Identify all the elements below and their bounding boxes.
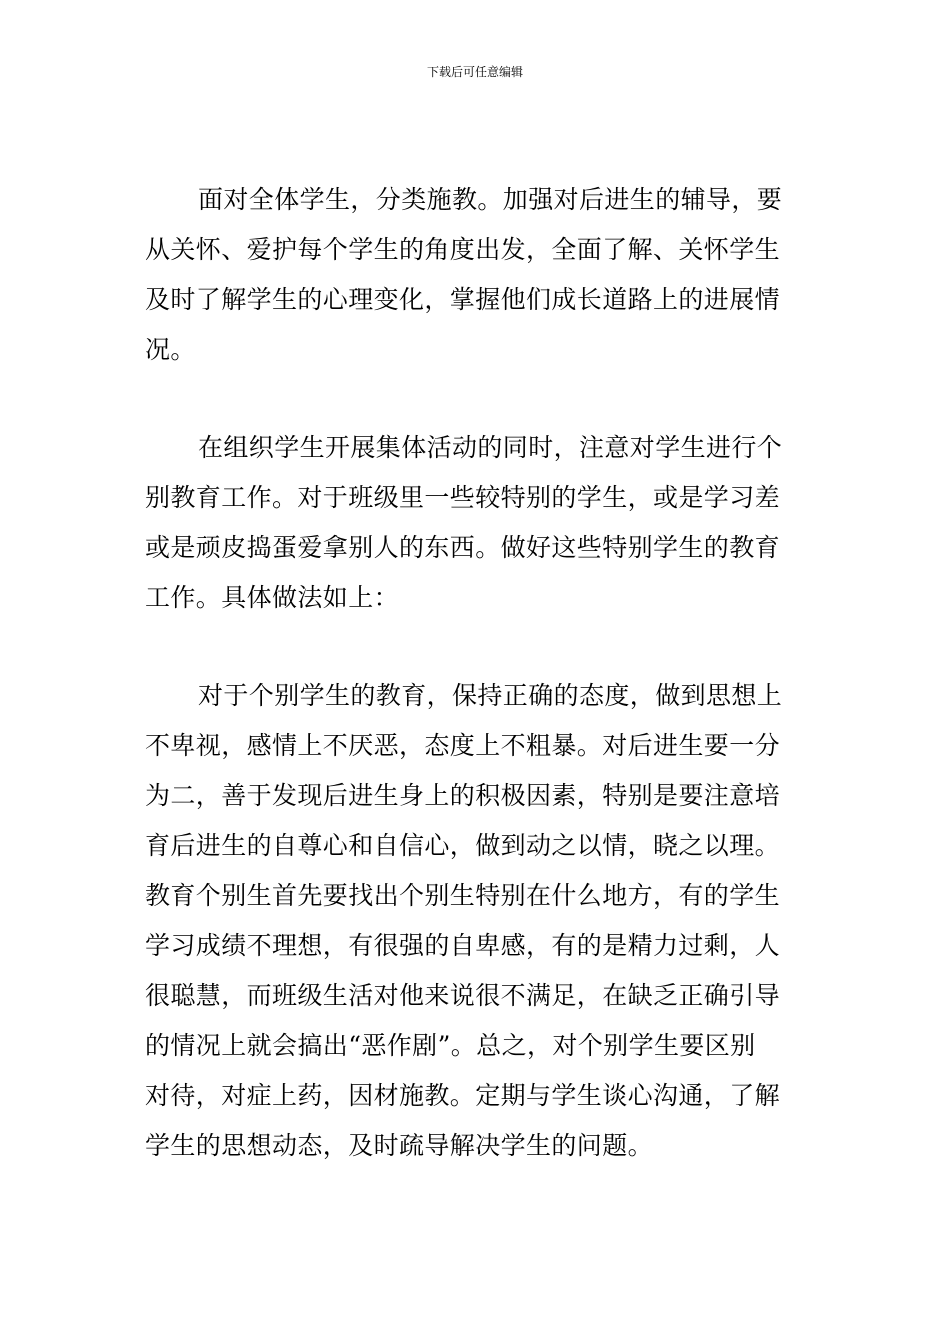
paragraph-3-line-9: 对待，对症上药，因材施教。定期与学生谈心沟通，了解 bbox=[145, 1081, 781, 1110]
paragraph-3-line-4: 育后进生的自尊心和自信心，做到动之以情，晓之以理。 bbox=[145, 831, 781, 860]
paragraph-3-line-2: 不卑视，感情上不厌恶，态度上不粗暴。对后进生要一分 bbox=[145, 731, 781, 760]
paragraph-2-line-1: 在组织学生开展集体活动的同时，注意对学生进行个 bbox=[198, 433, 783, 462]
paragraph-3-line-8: 的情况上就会搞出“恶作剧”。总之，对个别学生要区别 bbox=[145, 1031, 756, 1060]
paragraph-1-line-4: 况。 bbox=[145, 335, 196, 364]
paragraph-3-line-7: 很聪慧，而班级生活对他来说很不满足，在缺乏正确引导 bbox=[145, 981, 781, 1010]
paragraph-3-line-6: 学习成绩不理想，有很强的自卑感，有的是精力过剩，人 bbox=[145, 931, 781, 960]
paragraph-3-line-1: 对于个别学生的教育，保持正确的态度，做到思想上 bbox=[198, 681, 783, 710]
paragraph-3-line-3: 为二，善于发现后进生身上的积极因素，特别是要注意培 bbox=[145, 781, 781, 810]
paragraph-2-line-3: 或是顽皮捣蛋爱拿别人的东西。做好这些特别学生的教育 bbox=[145, 533, 781, 562]
paragraph-1-line-1: 面对全体学生，分类施教。加强对后进生的辅导，要 bbox=[198, 185, 783, 214]
paragraph-3-line-10: 学生的思想动态，及时疏导解决学生的问题。 bbox=[145, 1131, 654, 1160]
paragraph-3-line-5: 教育个别生首先要找出个别生特别在什么地方，有的学生 bbox=[145, 881, 781, 910]
paragraph-2-line-2: 别教育工作。对于班级里一些较特别的学生，或是学习差 bbox=[145, 483, 781, 512]
page-header: 下载后可任意编辑 bbox=[426, 65, 523, 79]
paragraph-2-line-4: 工作。具体做法如上： bbox=[145, 583, 400, 612]
paragraph-1-line-2: 从关怀、爱护每个学生的角度出发，全面了解、关怀学生 bbox=[145, 235, 781, 264]
paragraph-1-line-3: 及时了解学生的心理变化，掌握他们成长道路上的进展情 bbox=[145, 285, 781, 314]
